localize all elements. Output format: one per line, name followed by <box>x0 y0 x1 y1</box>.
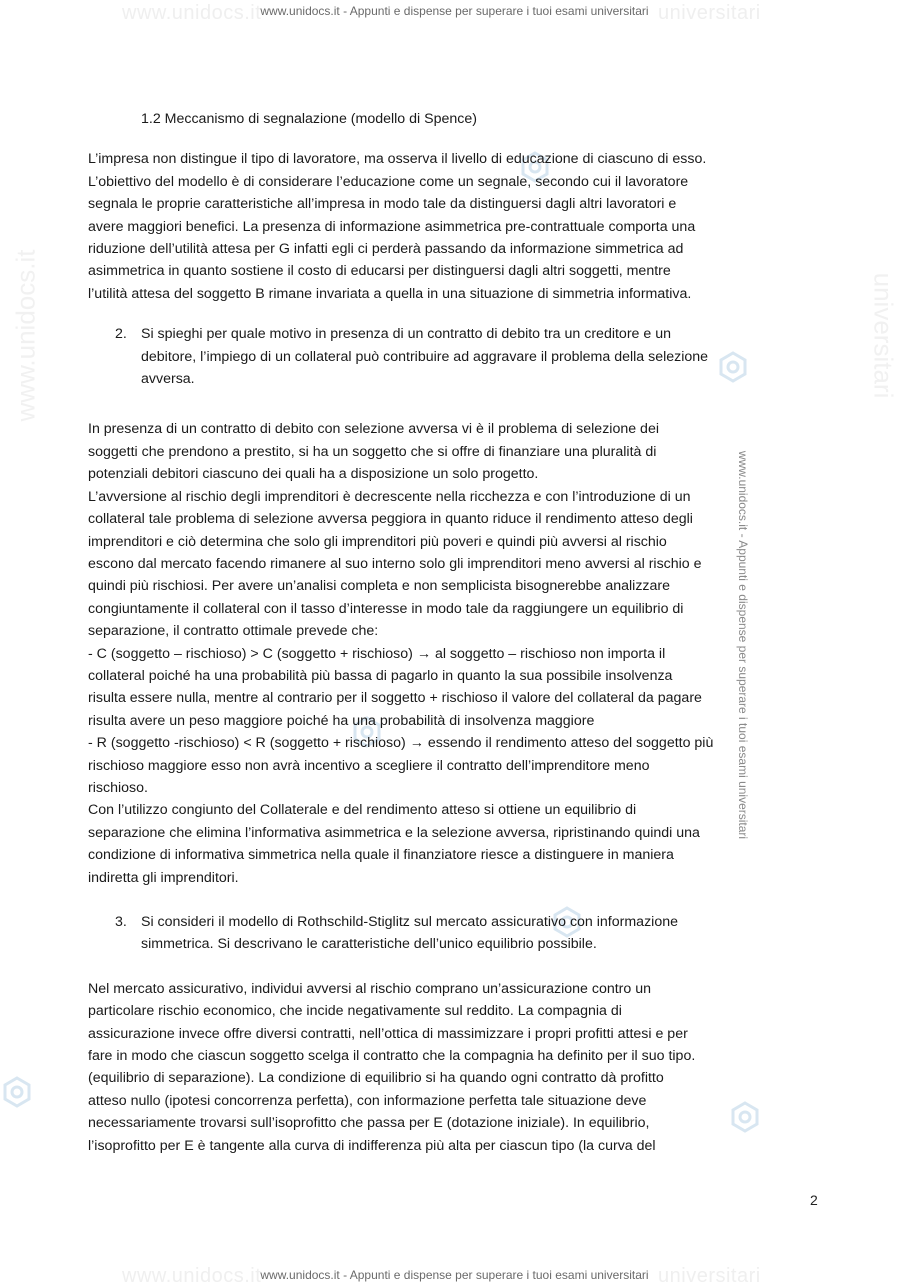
spacer <box>88 390 828 418</box>
paragraph-spence: L’impresa non distingue il tipo di lavoratore, ma osserva il livello di educazione di ciascuno di esso. L’obiettivo del modello è di considerare l’educazione come un segnale, secondo cui il lavoratore segnala le proprie caratteristiche all’impresa in modo tale da distinguersi dagli altri lavoratori e avere maggiori benefici. La presenza di informazione asimmetrica pre-contrattuale comporta una riduzione dell’utilità attesa per G infatti egli ci perderà passando da informazione simmetrica ad asimmetrica in quanto sostiene il costo di educarsi per distinguersi dagli altri soggetti, mentre l’utilità attesa del soggetto B rimane invariata a quella in una situazione di simmetria informativa. <box>88 151 707 302</box>
question-text: Si consideri il modello di Rothschild-Stiglitz sul mercato assicurativo con informazione simmetrica. Si descrivano le caratteristiche dell’unico equilibrio possibile. <box>141 914 678 953</box>
unidocs-logo-icon <box>0 1075 34 1109</box>
watermark-side-ghost-right: universitari <box>868 272 899 399</box>
question-3 <box>88 911 828 956</box>
spacer <box>88 889 828 911</box>
watermark-top-bar: www.unidocs.it - Appunti e dispense per superare i tuoi esami universitari <box>260 4 649 18</box>
paragraph-insurance: Nel mercato assicurativo, individui avversi al rischio comprano un’assicurazione contro un particolare rischio economico, che incide negativamente sul reddito. La compagnia di assicurazione invece offre diversi contratti, nell’ottica di massimizzare i propri profitti attesi e per fare in modo che ciascun soggetto scelga il contratto che la compagnia ha definito per il suo tipo. (equilibrio di separazione). La condizione di equilibrio si ha quando ogni contratto dà profitto atteso nullo (ipotesi concorrenza perfetta), con informazione perfetta tale situazione deve necessariamente trovarsi sull’isoprofitto che passa per E (dotazione iniziale). In equilibrio, l’isoprofitto per E è tangente alla curva di indifferenza più alta per ciascun tipo (la curva del <box>88 980 696 1154</box>
spacer <box>88 956 828 978</box>
page-number: 2 <box>810 1192 818 1208</box>
section-heading: 1.2 Meccanismo di segnalazione (modello di Spence) <box>141 111 477 127</box>
watermark-right-side: www.unidocs.it - Appunti e dispense per superare i tuoi esami universitari <box>736 450 751 840</box>
watermark-ghost-bottom-left: www.unidocs.it <box>122 1265 262 1287</box>
question-number: 3. <box>115 914 127 930</box>
question-text: Si spieghi per quale motivo in presenza di un contratto di debito tra un creditore e un debitore, l’impiego di un collateral può contribuire ad aggravare il problema della selezione avversa. <box>141 326 709 388</box>
watermark-bottom-bar: www.unidocs.it - Appunti e dispense per superare i tuoi esami universitari <box>260 1268 649 1282</box>
document-body <box>88 108 828 1157</box>
question-2 <box>88 323 828 390</box>
paragraph-collateral: In presenza di un contratto di debito con selezione avversa vi è il problema di selezione dei soggetti che prendono a prestito, si ha un soggetto che si offre di finanziare una pluralità di potenziali debitori ciascuno dei quali ha a disposizione un solo progetto. L’avversione al rischio degli imprenditori è decrescente nella ricchezza e con l’introduzione di un collateral tale problema di selezione avversa peggiora in quanto riduce il rendimento atteso degli imprenditori e ciò determina che solo gli imprenditori più poveri e quindi più avversi al rischio escono dal mercato facendo rimanere al suo interno solo gli imprenditori meno avversi al rischio e quindi più rischiosi. Per avere un’analisi completa e non semplicista bisognerebbe analizzare congiuntamente il collateral con il tasso d’interesse in modo tale da raggiungere un equilibrio di separazione, il contratto ottimale prevede che: - C (soggetto – rischioso) > C (soggetto + rischioso) → al soggetto – rischioso non importa il collateral poiché ha una probabilità più bassa di pagarlo in quanto la sua possibile insolvenza risulta essere nulla, mentre al contrario per il soggetto + rischioso il valore del collateral da pagare risulta avere un peso maggiore poiché ha una probabilità di insolvenza maggiore - R (soggetto -rischioso) < R (soggetto + rischioso) → essendo il rendimento atteso del soggetto più rischioso maggiore esso non avrà incentivo a scegliere il contratto dell’imprenditore meno rischioso. Con l’utilizzo congiunto del Collaterale e del rendimento atteso si ottiene un equilibrio di separazione che elimina l’informativa asimmetrica e la selezione avversa, ripristinando quindi una condizione di informativa simmetrica nella quale il finanziatore riesce a distinguere in maniera indiretta gli imprenditori. <box>88 421 714 886</box>
watermark-ghost-top-right: universitari <box>658 2 761 24</box>
watermark-ghost-top-left: www.unidocs.it <box>122 2 262 24</box>
spacer <box>88 305 828 323</box>
watermark-side-ghost-left: www.unidocs.it <box>10 249 41 422</box>
watermark-ghost-bottom-right: universitari <box>658 1265 761 1287</box>
question-number: 2. <box>115 326 127 343</box>
